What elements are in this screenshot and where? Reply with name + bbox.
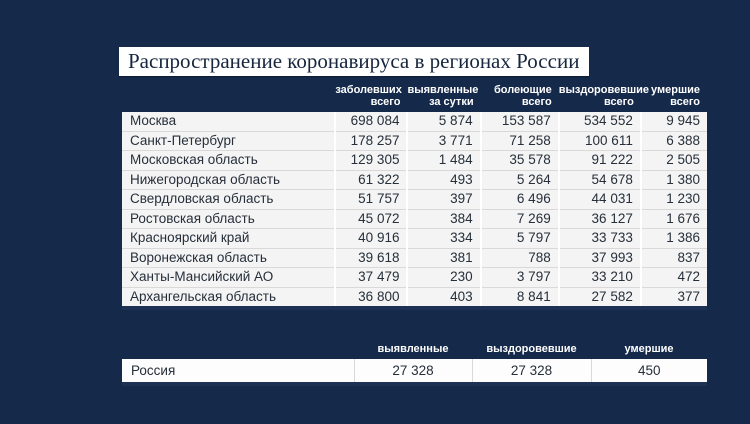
column-header-died: умершие (624, 343, 674, 355)
column-header-infected-total (335, 85, 407, 112)
column-header-active-total (481, 85, 559, 112)
value-cell: 381 (407, 248, 480, 268)
value-cell: 129 305 (335, 151, 407, 171)
value-cell: 39 618 (335, 248, 407, 268)
value-cell: 1 230 (641, 190, 707, 210)
region-cell: Россия (122, 359, 354, 384)
value-cell: 5 264 (481, 170, 559, 190)
region-cell: Нижегородская область (122, 170, 335, 190)
column-header-recovered: выздоровевшие (486, 343, 577, 355)
value-cell: 1 676 (641, 209, 707, 229)
table-row (122, 170, 707, 190)
region-cell: Санкт-Петербург (122, 131, 335, 151)
russia-totals-table (122, 344, 707, 386)
table-row (122, 248, 707, 268)
value-cell: 153 587 (481, 112, 559, 131)
value-cell: 27 582 (559, 287, 641, 308)
value-cell: 450 (591, 359, 707, 384)
header-line: всего (521, 95, 552, 108)
regions-table (122, 85, 707, 310)
column-header-region (122, 85, 335, 112)
value-cell: 8 841 (481, 287, 559, 308)
value-cell: 61 322 (335, 170, 407, 190)
column-header-died-total (641, 85, 707, 112)
value-cell: 5 797 (481, 229, 559, 249)
header-line: всего (370, 95, 401, 108)
value-cell: 1 386 (641, 229, 707, 249)
value-cell: 1 380 (641, 170, 707, 190)
header-line: заболевших (335, 84, 402, 96)
table-row (122, 287, 707, 308)
value-cell: 788 (481, 248, 559, 268)
value-cell: 36 127 (559, 209, 641, 229)
value-cell: 384 (407, 209, 480, 229)
header-line: умершие (651, 84, 700, 96)
page-title (119, 47, 589, 76)
value-cell: 54 678 (559, 170, 641, 190)
value-cell: 33 210 (559, 268, 641, 288)
header-line: всего (670, 95, 700, 108)
value-cell: 178 257 (335, 131, 407, 151)
value-cell: 40 916 (335, 229, 407, 249)
value-cell: 1 484 (407, 151, 480, 171)
table-row (122, 268, 707, 288)
value-cell: 534 552 (559, 112, 641, 131)
header-row (122, 344, 707, 359)
value-cell: 2 505 (641, 151, 707, 171)
value-cell: 397 (407, 190, 480, 210)
value-cell: 71 258 (481, 131, 559, 151)
header-line: за сутки (429, 95, 474, 108)
value-cell: 7 269 (481, 209, 559, 229)
russia-table-header (122, 344, 707, 359)
value-cell: 45 072 (335, 209, 407, 229)
value-cell: 27 328 (354, 359, 472, 384)
table-row (122, 359, 707, 384)
value-cell: 33 733 (559, 229, 641, 249)
value-cell: 377 (641, 287, 707, 308)
page-title-text: Распространение коронавируса в регионах России (128, 49, 580, 73)
column-header-new-daily (407, 85, 480, 112)
value-cell: 837 (641, 248, 707, 268)
header-row (122, 85, 707, 112)
value-cell: 37 479 (335, 268, 407, 288)
header-line: всего (603, 95, 634, 108)
header-line: выявленные (407, 84, 479, 96)
table-row (122, 209, 707, 229)
table-row (122, 112, 707, 131)
regions-table-body (122, 112, 707, 308)
region-cell: Ростовская область (122, 209, 335, 229)
regions-table-header (122, 85, 707, 112)
value-cell: 9 945 (641, 112, 707, 131)
value-cell: 27 328 (472, 359, 591, 384)
value-cell: 334 (407, 229, 480, 249)
header-line: болеющие (493, 84, 552, 96)
value-cell: 3 771 (407, 131, 480, 151)
region-cell: Московская область (122, 151, 335, 171)
column-header-recovered-total (558, 84, 650, 112)
value-cell: 493 (407, 170, 480, 190)
value-cell: 44 031 (559, 190, 641, 210)
value-cell: 698 084 (335, 112, 407, 131)
table-row (122, 151, 707, 171)
region-cell: Москва (122, 112, 335, 131)
value-cell: 51 757 (335, 190, 407, 210)
region-cell: Ханты-Мансийский АО (122, 268, 335, 288)
column-header-region (122, 344, 354, 359)
table-row (122, 229, 707, 249)
value-cell: 6 496 (481, 190, 559, 210)
value-cell: 35 578 (481, 151, 559, 171)
region-cell: Воронежская область (122, 248, 335, 268)
table-row (122, 131, 707, 151)
region-cell: Архангельская область (122, 287, 335, 308)
value-cell: 100 611 (559, 131, 641, 151)
value-cell: 5 874 (407, 112, 480, 131)
value-cell: 36 800 (335, 287, 407, 308)
region-cell: Свердловская область (122, 190, 335, 210)
value-cell: 230 (407, 268, 480, 288)
value-cell: 3 797 (481, 268, 559, 288)
header-line: выздоровевшие (558, 84, 650, 96)
table-row (122, 190, 707, 210)
column-header-new: выявленные (377, 343, 449, 355)
region-cell: Красноярский край (122, 229, 335, 249)
russia-table-body (122, 359, 707, 384)
value-cell: 6 388 (641, 131, 707, 151)
value-cell: 403 (407, 287, 480, 308)
value-cell: 37 993 (559, 248, 641, 268)
value-cell: 91 222 (559, 151, 641, 171)
value-cell: 472 (641, 268, 707, 288)
